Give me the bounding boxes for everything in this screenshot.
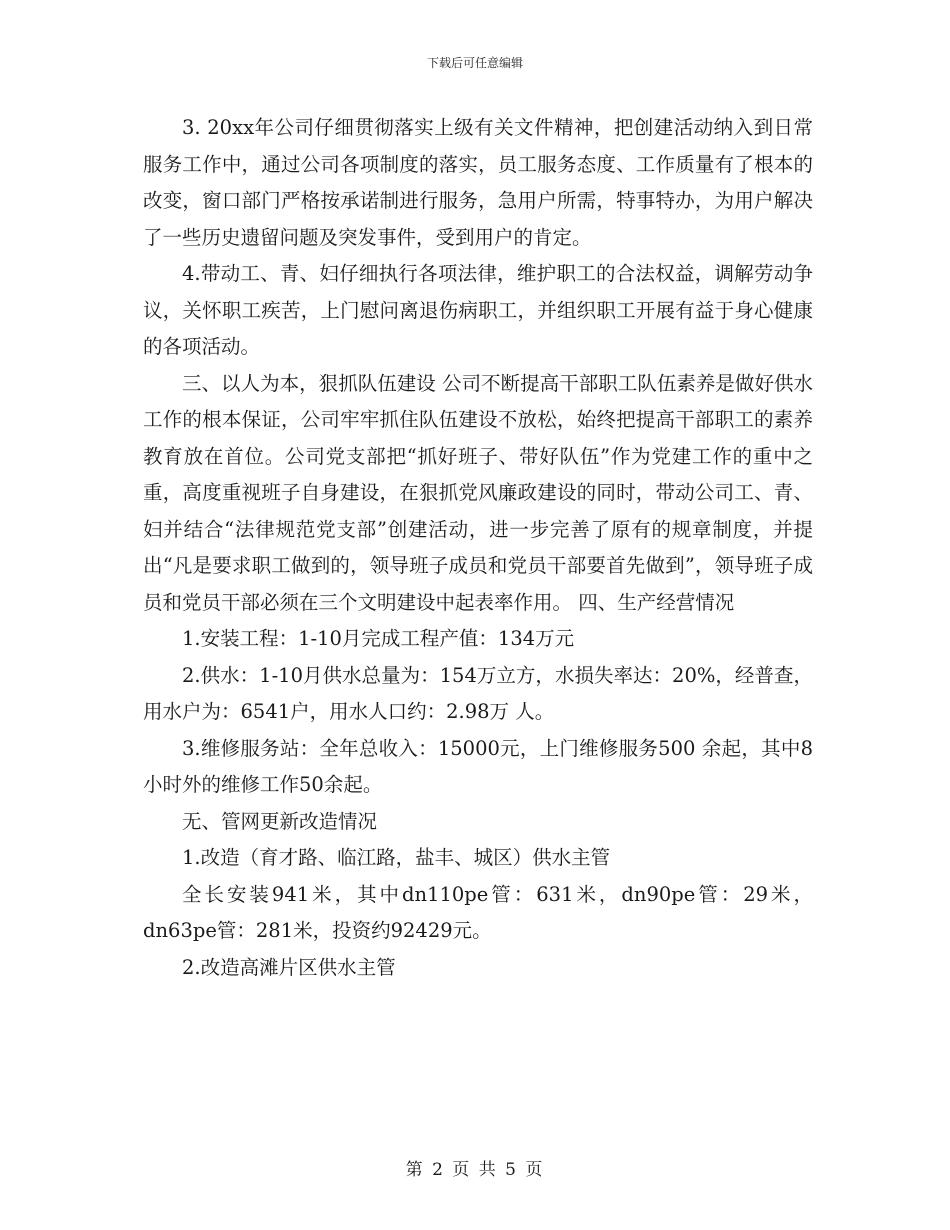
paragraph: 2.供水：1-10月供水总量为：154万立方，水损失率达：20%，经普查，用水户为：6541户，用水人口约：2.98万 人。 bbox=[143, 663, 813, 723]
paragraph: 2.改造高滩片区供水主管 bbox=[182, 955, 396, 979]
paragraph: 4.带动工、青、妇仔细执行各项法律，维护职工的合法权益，调解劳动争议，关怀职工疾苦，上门慰问离退伤病职工，并组织职工开展有益于身心健康的各项活动。 bbox=[143, 262, 813, 358]
document-body bbox=[143, 110, 813, 986]
paragraph: 1.改造（育才路、临江路，盐丰、城区）供水主管 bbox=[182, 846, 611, 869]
paragraph: 全长安装941米，其中dn110pe管：631米，dn90pe管：29米，dn63pe管：281米，投资约92429元。 bbox=[143, 882, 813, 942]
page-footer: 第 2 页 共 5 页 bbox=[405, 1160, 545, 1180]
section-heading: 无、管网更新改造情况 bbox=[182, 809, 378, 833]
page-header: 下载后可任意编辑 bbox=[426, 56, 523, 70]
paragraph: 1.安装工程：1-10月完成工程产值：134万元 bbox=[182, 627, 575, 650]
paragraph: 三、以人为本，狠抓队伍建设 公司不断提高干部职工队伍素养是做好供水工作的根本保证，公司牢牢抓住队伍建设不放松，始终把提高干部职工的素养教育放在首位。公司党支部把“抓好班子、带好队伍”作为党建工作的重中之重，高度重视班子自身建设，在狠抓党风廉政建设的同时，带动公司工、青、妇并结合“法律规范党支部”创建活动，进一步完善了原有的规章制度，并提出“凡是要求职工做到的，领导班子成员和党员干部要首先做到”，领导班子成员和党员干部必须在三个文明建设中起表率作用。 四、生产经营情况 bbox=[143, 371, 813, 614]
paragraph: 3. 20xx年公司仔细贯彻落实上级有关文件精神，把创建活动纳入到日常服务工作中，通过公司各项制度的落实，员工服务态度、工作质量有了根本的改变，窗口部门严格按承诺制进行服务，急用户所需，特事特办，为用户解决了一些历史遗留问题及突发事件，受到用户的肯定。 bbox=[143, 116, 813, 249]
paragraph: 3.维修服务站：全年总收入：15000元，上门维修服务500 余起，其中8小时外的维修工作50余起。 bbox=[143, 736, 813, 796]
